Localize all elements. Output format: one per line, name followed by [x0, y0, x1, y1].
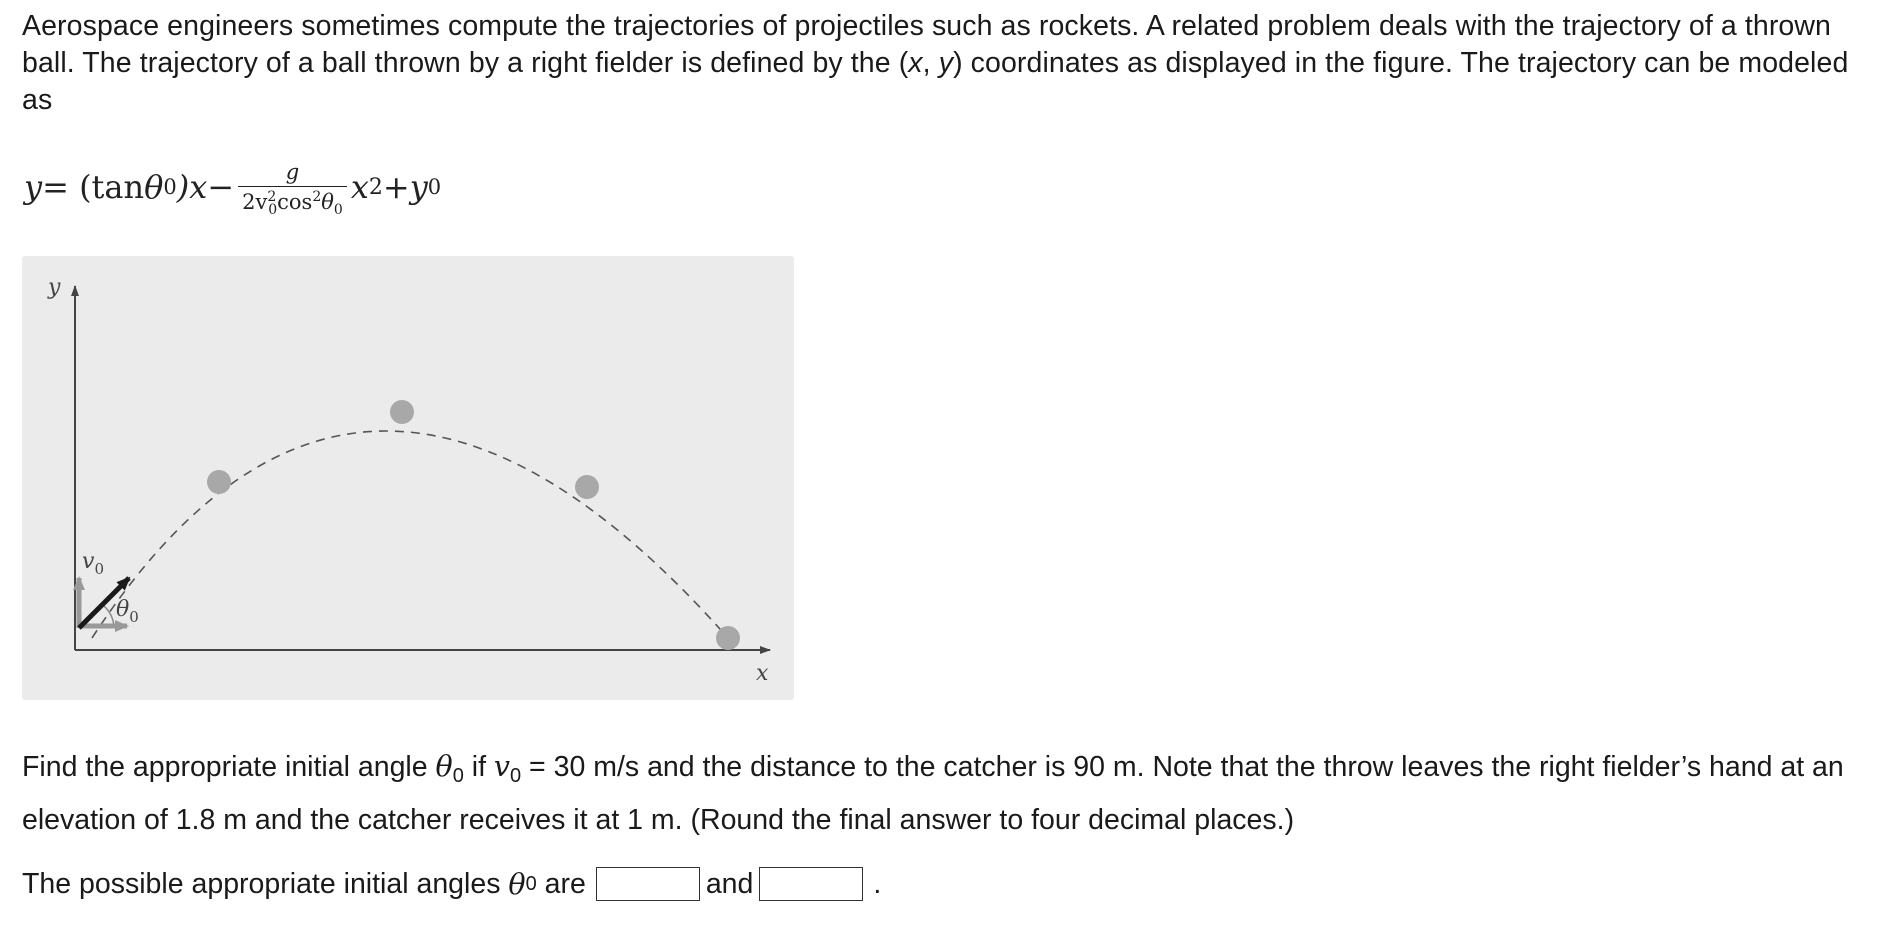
answer-2-input[interactable] — [759, 867, 863, 901]
den-2v: 2v — [242, 190, 268, 214]
question-text — [22, 745, 1872, 842]
formula-minus: − — [207, 168, 235, 206]
den-cos: cos — [277, 190, 313, 214]
formula-y0: y — [409, 168, 428, 206]
question-theta: θ — [435, 750, 453, 783]
question-part-2: if — [463, 751, 494, 783]
intro-coord-x: x — [908, 47, 923, 79]
trajectory-diagram — [22, 256, 794, 700]
intro-comma: , — [922, 47, 939, 79]
v0-label-base: v — [82, 549, 95, 574]
answer-period: . — [873, 867, 882, 900]
den-v-sub: 0 — [268, 202, 278, 218]
answer-row — [22, 862, 881, 906]
v0-label-sub: 0 — [94, 560, 104, 578]
question-v-sub: 0 — [510, 765, 522, 787]
theta0-label — [116, 597, 139, 626]
question-theta-sub: 0 — [452, 765, 464, 787]
question-part-3: = 30 m/s and the distance to the catcher is 90 m. Note that the throw leaves the right fielder’s hand at an elevation of 1.8 m and the catcher receives it at 1 m. (Round the final answer to four decimal places.) — [22, 751, 1844, 836]
formula-theta-sub: 0 — [163, 175, 177, 199]
formula-fraction — [238, 160, 347, 218]
y-axis-label: y — [48, 275, 61, 300]
formula-plus: + — [382, 168, 410, 206]
formula-x-term: )x — [176, 168, 208, 206]
formula-lhs: y — [24, 168, 43, 206]
question-v: v — [493, 750, 511, 783]
ball-1 — [207, 470, 231, 494]
v0-label — [82, 549, 104, 578]
fraction-denominator — [238, 186, 347, 218]
answer-and: and — [705, 867, 754, 900]
formula-x2-sup: 2 — [368, 174, 383, 200]
den-theta: θ — [321, 190, 334, 214]
den-v-sup: 2 — [267, 189, 277, 205]
question-part-1: Find the appropriate initial angle — [22, 751, 436, 783]
answer-theta-sub: 0 — [525, 872, 537, 895]
fraction-numerator: g — [285, 160, 300, 184]
x-axis-label: x — [756, 661, 769, 686]
formula-y0-sub: 0 — [427, 175, 442, 199]
ball-3 — [575, 475, 599, 499]
ball-2 — [390, 400, 414, 424]
intro-coord-y: y — [938, 47, 954, 79]
den-theta-sub: 0 — [333, 202, 343, 218]
formula-x2: x — [350, 168, 369, 206]
trajectory-path — [92, 431, 728, 638]
answer-1-input[interactable] — [596, 867, 700, 901]
ball-4 — [716, 626, 740, 650]
intro-text-2: ) coordinates as displayed in the figure. The trajectory can be modeled as — [22, 47, 1849, 116]
answer-are: are — [536, 867, 586, 900]
formula-equals-tan: = (tan — [42, 168, 145, 206]
theta0-label-base: θ — [116, 597, 130, 622]
trajectory-figure — [22, 256, 794, 700]
answer-prefix: The possible appropriate initial angles — [22, 867, 509, 900]
problem-intro — [22, 8, 1872, 119]
formula-theta: θ — [144, 168, 164, 206]
intro-text-1: Aerospace engineers sometimes compute the trajectories of projectiles such as rockets. A related problem deals with the trajectory of a thrown ball. The trajectory of a ball thrown by a right fielder is defined by the ( — [22, 10, 1832, 79]
trajectory-formula — [24, 152, 441, 222]
theta0-label-sub: 0 — [129, 608, 139, 626]
answer-theta: θ — [508, 867, 526, 901]
den-cos-sup: 2 — [312, 189, 322, 205]
